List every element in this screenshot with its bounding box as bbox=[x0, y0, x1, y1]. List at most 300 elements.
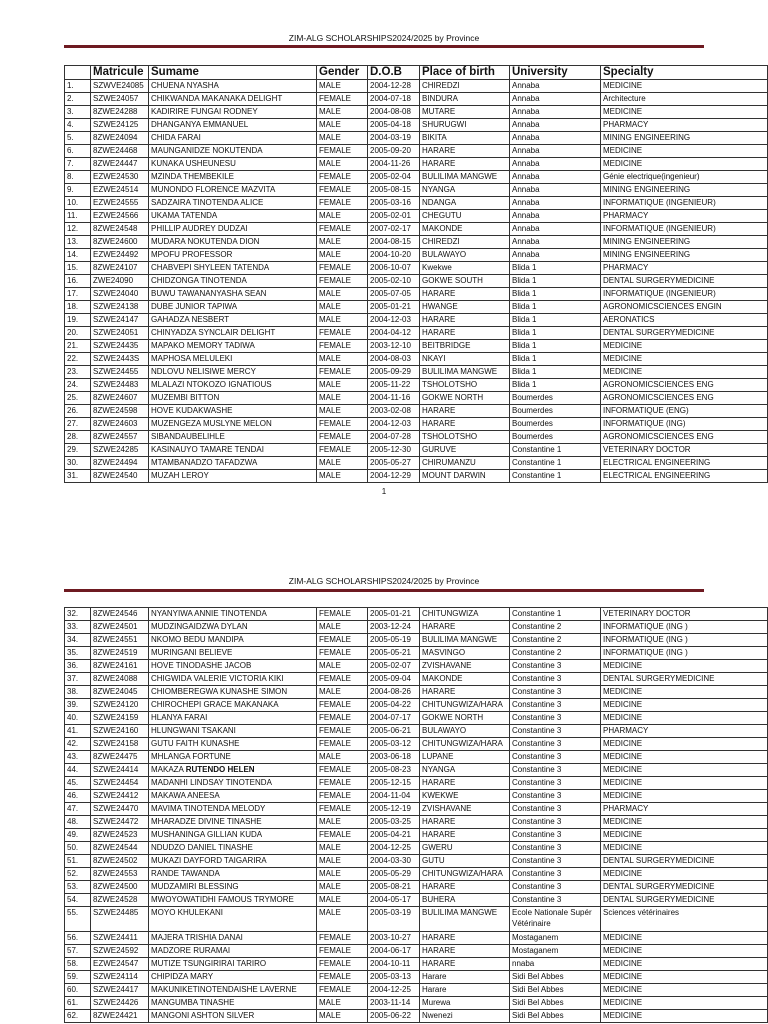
row-number: 26. bbox=[65, 405, 91, 418]
birthplace-cell: GOKWE NORTH bbox=[420, 712, 510, 725]
matricule-cell: SZWE24412 bbox=[91, 790, 149, 803]
gender-cell: FEMALE bbox=[317, 262, 368, 275]
gender-cell: FEMALE bbox=[317, 223, 368, 236]
birthplace-cell: BULAWAYO bbox=[420, 725, 510, 738]
specialty-cell: MEDICINE bbox=[601, 764, 768, 777]
row-number: 36. bbox=[65, 660, 91, 673]
name-cell: MUDARA NOKUTENDA DION bbox=[149, 236, 317, 249]
row-number: 27. bbox=[65, 418, 91, 431]
scholarship-table-page-2 bbox=[64, 607, 768, 1023]
row-number: 56. bbox=[65, 932, 91, 945]
matricule-cell: 8ZWE24045 bbox=[91, 686, 149, 699]
dob-cell: 2005-06-22 bbox=[368, 1010, 420, 1023]
specialty-cell: DENTAL SURGERYMEDICINE bbox=[601, 275, 768, 288]
gender-cell: FEMALE bbox=[317, 738, 368, 751]
gender-cell: FEMALE bbox=[317, 647, 368, 660]
birthplace-cell: Harare bbox=[420, 984, 510, 997]
birthplace-cell: MASVINGO bbox=[420, 647, 510, 660]
dob-cell: 2004-11-04 bbox=[368, 790, 420, 803]
gender-cell: FEMALE bbox=[317, 803, 368, 816]
birthplace-cell: HARARE bbox=[420, 405, 510, 418]
dob-cell: 2004-12-03 bbox=[368, 418, 420, 431]
specialty-cell: DENTAL SURGERYMEDICINE bbox=[601, 894, 768, 907]
birthplace-cell: BEITBRIDGE bbox=[420, 340, 510, 353]
dob-cell: 2005-12-19 bbox=[368, 803, 420, 816]
table-row bbox=[65, 790, 768, 803]
birthplace-cell: MAKONDE bbox=[420, 223, 510, 236]
matricule-cell: SZWE24455 bbox=[91, 366, 149, 379]
gender-cell: MALE bbox=[317, 379, 368, 392]
row-number: 25. bbox=[65, 392, 91, 405]
birthplace-cell: TSHOLOTSHO bbox=[420, 431, 510, 444]
table-row bbox=[65, 984, 768, 997]
dob-cell: 2005-01-21 bbox=[368, 608, 420, 621]
table-row bbox=[65, 958, 768, 971]
table-row bbox=[65, 777, 768, 790]
matricule-cell: SZWE24411 bbox=[91, 932, 149, 945]
table-row bbox=[65, 699, 768, 712]
table-row bbox=[65, 997, 768, 1010]
university-cell: Sidi Bel Abbes bbox=[510, 971, 601, 984]
matricule-cell: 8ZWE24288 bbox=[91, 106, 149, 119]
dob-cell: 2005-06-21 bbox=[368, 725, 420, 738]
row-number: 33. bbox=[65, 621, 91, 634]
birthplace-cell: HARARE bbox=[420, 829, 510, 842]
dob-cell: 2005-09-20 bbox=[368, 145, 420, 158]
specialty-cell: AGRONOMICSCIENCES ENG bbox=[601, 392, 768, 405]
university-cell: Annaba bbox=[510, 184, 601, 197]
specialty-cell: PHARMACY bbox=[601, 803, 768, 816]
birthplace-cell: BUHERA bbox=[420, 894, 510, 907]
matricule-cell: 8ZWE24161 bbox=[91, 660, 149, 673]
matricule-cell: SZWE24592 bbox=[91, 945, 149, 958]
matricule-cell: EZWE24492 bbox=[91, 249, 149, 262]
dob-cell: 2005-02-01 bbox=[368, 210, 420, 223]
university-cell: Constantine 3 bbox=[510, 816, 601, 829]
birthplace-cell: GURUVE bbox=[420, 444, 510, 457]
matricule-cell: 8ZWE24600 bbox=[91, 236, 149, 249]
gender-cell: FEMALE bbox=[317, 958, 368, 971]
university-cell: Constantine 3 bbox=[510, 738, 601, 751]
matricule-cell: 8ZWE24607 bbox=[91, 392, 149, 405]
specialty-cell: MEDICINE bbox=[601, 790, 768, 803]
name-cell: MHLANGA FORTUNE bbox=[149, 751, 317, 764]
birthplace-cell: HARARE bbox=[420, 327, 510, 340]
dob-cell: 2003-02-08 bbox=[368, 405, 420, 418]
matricule-cell: 8ZWE24088 bbox=[91, 673, 149, 686]
matricule-cell: EZWE24547 bbox=[91, 958, 149, 971]
row-number: 4. bbox=[65, 119, 91, 132]
gender-cell: FEMALE bbox=[317, 608, 368, 621]
name-cell: GAHADZA NESBERT bbox=[149, 314, 317, 327]
gender-cell: FEMALE bbox=[317, 184, 368, 197]
specialty-cell: MEDICINE bbox=[601, 868, 768, 881]
matricule-cell: SZWE24470 bbox=[91, 803, 149, 816]
matricule-cell: 8ZWE24540 bbox=[91, 470, 149, 483]
university-cell: Constantine 3 bbox=[510, 855, 601, 868]
specialty-cell: MEDICINE bbox=[601, 997, 768, 1010]
name-cell: NDUDZO DANIEL TINASHE bbox=[149, 842, 317, 855]
table-row bbox=[65, 340, 768, 353]
specialty-cell: MEDICINE bbox=[601, 971, 768, 984]
matricule-cell: SZWE24426 bbox=[91, 997, 149, 1010]
birthplace-cell: MOUNT DARWIN bbox=[420, 470, 510, 483]
name-cell: CHIROCHEPI GRACE MAKANAKA bbox=[149, 699, 317, 712]
dob-cell: 2003-12-24 bbox=[368, 621, 420, 634]
matricule-cell: 8ZWE24502 bbox=[91, 855, 149, 868]
table-row bbox=[65, 405, 768, 418]
gender-cell: FEMALE bbox=[317, 673, 368, 686]
birthplace-cell: CHIREDZI bbox=[420, 236, 510, 249]
name-cell: MLALAZI NTOKOZO IGNATIOUS bbox=[149, 379, 317, 392]
matricule-cell: 8ZWE24553 bbox=[91, 868, 149, 881]
university-cell: Mostaganem bbox=[510, 945, 601, 958]
matricule-cell: 8ZWE24421 bbox=[91, 1010, 149, 1023]
gender-cell: MALE bbox=[317, 249, 368, 262]
column-header: Gender bbox=[317, 66, 368, 80]
row-number: 18. bbox=[65, 301, 91, 314]
row-number: 24. bbox=[65, 379, 91, 392]
specialty-cell: MEDICINE bbox=[601, 660, 768, 673]
name-cell: MTAMBANADZO TAFADZWA bbox=[149, 457, 317, 470]
gender-cell: MALE bbox=[317, 751, 368, 764]
matricule-cell: SZWE24158 bbox=[91, 738, 149, 751]
birthplace-cell: LUPANE bbox=[420, 751, 510, 764]
row-number: 60. bbox=[65, 984, 91, 997]
name-cell: MANGONI ASHTON SILVER bbox=[149, 1010, 317, 1023]
university-cell: Constantine 3 bbox=[510, 842, 601, 855]
table-row bbox=[65, 842, 768, 855]
name-cell: MAKUNIKETINOTENDAISHE LAVERNE bbox=[149, 984, 317, 997]
specialty-cell: DENTAL SURGERYMEDICINE bbox=[601, 855, 768, 868]
matricule-cell: 8ZWE24528 bbox=[91, 894, 149, 907]
name-cell: CHINYADZA SYNCLAIR DELIGHT bbox=[149, 327, 317, 340]
document-title: ZIM-ALG SCHOLARSHIPS2024/2025 by Province bbox=[288, 576, 480, 586]
birthplace-cell: HARARE bbox=[420, 288, 510, 301]
university-cell: Annaba bbox=[510, 158, 601, 171]
gender-cell: MALE bbox=[317, 353, 368, 366]
matricule-cell: 8ZWE24519 bbox=[91, 647, 149, 660]
university-cell: Constantine 3 bbox=[510, 764, 601, 777]
column-header: University bbox=[510, 66, 601, 80]
name-cell: MAJERA TRISHIA DANAI bbox=[149, 932, 317, 945]
gender-cell: MALE bbox=[317, 1010, 368, 1023]
row-number: 29. bbox=[65, 444, 91, 457]
document-title: ZIM-ALG SCHOLARSHIPS2024/2025 by Province bbox=[288, 33, 480, 43]
birthplace-cell: HARARE bbox=[420, 145, 510, 158]
matricule-cell: ZWE24090 bbox=[91, 275, 149, 288]
specialty-cell: MINING ENGINEERING bbox=[601, 184, 768, 197]
table-row bbox=[65, 431, 768, 444]
university-cell: Constantine 3 bbox=[510, 660, 601, 673]
gender-cell: MALE bbox=[317, 80, 368, 93]
matricule-cell: 8ZWE24557 bbox=[91, 431, 149, 444]
specialty-cell: MEDICINE bbox=[601, 751, 768, 764]
dob-cell: 2004-07-28 bbox=[368, 431, 420, 444]
dob-cell: 2005-05-27 bbox=[368, 457, 420, 470]
row-number: 9. bbox=[65, 184, 91, 197]
table-body bbox=[65, 80, 768, 483]
matricule-cell: 8ZWE24548 bbox=[91, 223, 149, 236]
specialty-cell: MEDICINE bbox=[601, 366, 768, 379]
column-header: Specialty bbox=[601, 66, 768, 80]
gender-cell: FEMALE bbox=[317, 327, 368, 340]
university-cell: Boumerdes bbox=[510, 418, 601, 431]
name-cell: SIBANDAUBELIHLE bbox=[149, 431, 317, 444]
university-cell: Constantine 3 bbox=[510, 699, 601, 712]
name-cell: HOVE KUDAKWASHE bbox=[149, 405, 317, 418]
table-row bbox=[65, 288, 768, 301]
gender-cell: MALE bbox=[317, 106, 368, 119]
gender-cell: FEMALE bbox=[317, 984, 368, 997]
birthplace-cell: GWERU bbox=[420, 842, 510, 855]
table-row bbox=[65, 660, 768, 673]
gender-cell: FEMALE bbox=[317, 145, 368, 158]
row-number: 61. bbox=[65, 997, 91, 1010]
university-cell: Sidi Bel Abbes bbox=[510, 997, 601, 1010]
name-cell: MUZENGEZA MUSLYNE MELON bbox=[149, 418, 317, 431]
row-number: 50. bbox=[65, 842, 91, 855]
specialty-cell: AERONATICS bbox=[601, 314, 768, 327]
gender-cell: MALE bbox=[317, 621, 368, 634]
matricule-cell: EZWE24514 bbox=[91, 184, 149, 197]
university-cell: Constantine 3 bbox=[510, 790, 601, 803]
table-row bbox=[65, 1010, 768, 1023]
university-cell: Constantine 3 bbox=[510, 673, 601, 686]
university-cell: Constantine 1 bbox=[510, 470, 601, 483]
gender-cell: FEMALE bbox=[317, 699, 368, 712]
name-cell: CHABVEPI SHYLEEN TATENDA bbox=[149, 262, 317, 275]
birthplace-cell: HARARE bbox=[420, 314, 510, 327]
university-cell: Constantine 3 bbox=[510, 868, 601, 881]
name-cell: CHIDZONGA TINOTENDA bbox=[149, 275, 317, 288]
table-row bbox=[65, 236, 768, 249]
table-row bbox=[65, 673, 768, 686]
name-cell: KUNAKA USHEUNESU bbox=[149, 158, 317, 171]
university-cell: Annaba bbox=[510, 236, 601, 249]
row-number: 14. bbox=[65, 249, 91, 262]
table-row bbox=[65, 184, 768, 197]
row-number: 52. bbox=[65, 868, 91, 881]
birthplace-cell: GOKWE NORTH bbox=[420, 392, 510, 405]
table-row bbox=[65, 392, 768, 405]
birthplace-cell: MUTARE bbox=[420, 106, 510, 119]
matricule-cell: SZWE24051 bbox=[91, 327, 149, 340]
birthplace-cell: SHURUGWI bbox=[420, 119, 510, 132]
birthplace-cell: ZVISHAVANE bbox=[420, 803, 510, 816]
table-row bbox=[65, 171, 768, 184]
matricule-cell: SZWE24483 bbox=[91, 379, 149, 392]
row-number: 22. bbox=[65, 353, 91, 366]
specialty-cell: PHARMACY bbox=[601, 119, 768, 132]
gender-cell: FEMALE bbox=[317, 829, 368, 842]
gender-cell: MALE bbox=[317, 660, 368, 673]
dob-cell: 2005-02-07 bbox=[368, 660, 420, 673]
specialty-cell: INFORMATIQUE (ING ) bbox=[601, 621, 768, 634]
column-header bbox=[65, 66, 91, 80]
specialty-cell: MEDICINE bbox=[601, 984, 768, 997]
row-number: 34. bbox=[65, 634, 91, 647]
name-cell: MAVIMA TINOTENDA MELODY bbox=[149, 803, 317, 816]
name-cell: CHUENA NYASHA bbox=[149, 80, 317, 93]
table-row bbox=[65, 314, 768, 327]
table-row bbox=[65, 738, 768, 751]
dob-cell: 2004-07-17 bbox=[368, 712, 420, 725]
name-cell: MUDZAMIRI BLESSING bbox=[149, 881, 317, 894]
gender-cell: FEMALE bbox=[317, 366, 368, 379]
birthplace-cell: NYANGA bbox=[420, 764, 510, 777]
university-cell: Annaba bbox=[510, 223, 601, 236]
dob-cell: 2005-08-15 bbox=[368, 184, 420, 197]
row-number: 38. bbox=[65, 686, 91, 699]
matricule-cell: SZWE2443S bbox=[91, 353, 149, 366]
name-part: MAKAZA bbox=[151, 765, 186, 774]
dob-cell: 2003-12-10 bbox=[368, 340, 420, 353]
row-number: 1. bbox=[65, 80, 91, 93]
birthplace-cell: CHITUNGWIZA/HARA bbox=[420, 738, 510, 751]
name-cell bbox=[149, 764, 317, 777]
matricule-cell: 8ZWE24598 bbox=[91, 405, 149, 418]
table-row bbox=[65, 366, 768, 379]
name-cell: BUWU TAWANANYASHA SEAN bbox=[149, 288, 317, 301]
dob-cell: 2005-05-19 bbox=[368, 634, 420, 647]
dob-cell: 2004-12-29 bbox=[368, 470, 420, 483]
specialty-cell: INFORMATIQUE (ING ) bbox=[601, 647, 768, 660]
dob-cell: 2005-12-30 bbox=[368, 444, 420, 457]
name-part-bold: RUTENDO HELEN bbox=[185, 765, 255, 774]
row-number: 21. bbox=[65, 340, 91, 353]
university-cell: Blida 1 bbox=[510, 366, 601, 379]
matricule-cell: SZWE24454 bbox=[91, 777, 149, 790]
birthplace-cell: CHIREDZI bbox=[420, 80, 510, 93]
matricule-cell: 8ZWE24551 bbox=[91, 634, 149, 647]
table-row bbox=[65, 868, 768, 881]
dob-cell: 2004-06-17 bbox=[368, 945, 420, 958]
specialty-cell: INFORMATIQUE (INGENIEUR) bbox=[601, 223, 768, 236]
table-row bbox=[65, 608, 768, 621]
matricule-cell: 8ZWE24603 bbox=[91, 418, 149, 431]
matricule-cell: SZWE24147 bbox=[91, 314, 149, 327]
gender-cell: MALE bbox=[317, 392, 368, 405]
row-number: 55. bbox=[65, 907, 91, 932]
table-row bbox=[65, 712, 768, 725]
gender-cell: MALE bbox=[317, 301, 368, 314]
table-row bbox=[65, 634, 768, 647]
table-row bbox=[65, 197, 768, 210]
specialty-cell: DENTAL SURGERYMEDICINE bbox=[601, 327, 768, 340]
gender-cell: FEMALE bbox=[317, 790, 368, 803]
name-cell: HOVE TINODASHE JACOB bbox=[149, 660, 317, 673]
university-cell: Blida 1 bbox=[510, 288, 601, 301]
dob-cell: 2004-08-15 bbox=[368, 236, 420, 249]
specialty-cell: MEDICINE bbox=[601, 145, 768, 158]
birthplace-cell: NDANGA bbox=[420, 197, 510, 210]
birthplace-cell: GUTU bbox=[420, 855, 510, 868]
birthplace-cell: GOKWE SOUTH bbox=[420, 275, 510, 288]
name-cell: MUNONDO FLORENCE MAZVITA bbox=[149, 184, 317, 197]
birthplace-cell: TSHOLOTSHO bbox=[420, 379, 510, 392]
column-header: Place of birth bbox=[420, 66, 510, 80]
table-row bbox=[65, 855, 768, 868]
name-cell: DHANGANYA EMMANUEL bbox=[149, 119, 317, 132]
specialty-cell: INFORMATIQUE (INGENIEUR) bbox=[601, 288, 768, 301]
specialty-cell: MEDICINE bbox=[601, 816, 768, 829]
name-cell: PHILLIP AUDREY DUDZAI bbox=[149, 223, 317, 236]
matricule-cell: SZWE24125 bbox=[91, 119, 149, 132]
table-row bbox=[65, 301, 768, 314]
table-row bbox=[65, 444, 768, 457]
gender-cell: MALE bbox=[317, 457, 368, 470]
row-number: 31. bbox=[65, 470, 91, 483]
title-rule bbox=[64, 589, 704, 592]
university-cell: Constantine 3 bbox=[510, 881, 601, 894]
name-cell: MAPAKO MEMORY TADIWA bbox=[149, 340, 317, 353]
row-number: 30. bbox=[65, 457, 91, 470]
table-row bbox=[65, 275, 768, 288]
gender-cell: MALE bbox=[317, 314, 368, 327]
name-cell: MZINDA THEMBEKILE bbox=[149, 171, 317, 184]
gender-cell: MALE bbox=[317, 158, 368, 171]
table-row bbox=[65, 932, 768, 945]
dob-cell: 2005-11-22 bbox=[368, 379, 420, 392]
birthplace-cell: BINDURA bbox=[420, 93, 510, 106]
dob-cell: 2005-04-22 bbox=[368, 699, 420, 712]
row-number: 48. bbox=[65, 816, 91, 829]
name-cell: MUSHANINGA GILLIAN KUDA bbox=[149, 829, 317, 842]
row-number: 10. bbox=[65, 197, 91, 210]
specialty-cell: MEDICINE bbox=[601, 712, 768, 725]
university-cell: Constantine 1 bbox=[510, 444, 601, 457]
university-cell: Annaba bbox=[510, 119, 601, 132]
university-cell: Blida 1 bbox=[510, 379, 601, 392]
table-row bbox=[65, 686, 768, 699]
table-row bbox=[65, 249, 768, 262]
birthplace-cell: HARARE bbox=[420, 418, 510, 431]
dob-cell: 2004-08-03 bbox=[368, 353, 420, 366]
university-cell: Blida 1 bbox=[510, 340, 601, 353]
table-row bbox=[65, 132, 768, 145]
table-body bbox=[65, 608, 768, 1023]
matricule-cell: SZWE24472 bbox=[91, 816, 149, 829]
dob-cell: 2005-04-18 bbox=[368, 119, 420, 132]
dob-cell: 2005-04-21 bbox=[368, 829, 420, 842]
dob-cell: 2004-03-19 bbox=[368, 132, 420, 145]
birthplace-cell: BULAWAYO bbox=[420, 249, 510, 262]
matricule-cell: SZWE24417 bbox=[91, 984, 149, 997]
table-row bbox=[65, 945, 768, 958]
birthplace-cell: Nwenezi bbox=[420, 1010, 510, 1023]
name-cell: KADIRIRE FUNGAI RODNEY bbox=[149, 106, 317, 119]
name-cell: RANDE TAWANDA bbox=[149, 868, 317, 881]
row-number: 35. bbox=[65, 647, 91, 660]
gender-cell: FEMALE bbox=[317, 945, 368, 958]
dob-cell: 2003-10-27 bbox=[368, 932, 420, 945]
gender-cell: FEMALE bbox=[317, 197, 368, 210]
name-cell: MAUNGANIDZE NOKUTENDA bbox=[149, 145, 317, 158]
specialty-cell: MEDICINE bbox=[601, 777, 768, 790]
name-cell: MANGUMBA TINASHE bbox=[149, 997, 317, 1010]
gender-cell: MALE bbox=[317, 881, 368, 894]
matricule-cell: SZWE24138 bbox=[91, 301, 149, 314]
specialty-cell: VETERINARY DOCTOR bbox=[601, 608, 768, 621]
matricule-cell: SZWE24285 bbox=[91, 444, 149, 457]
row-number: 28. bbox=[65, 431, 91, 444]
name-cell: MPOFU PROFESSOR bbox=[149, 249, 317, 262]
table-row bbox=[65, 751, 768, 764]
matricule-cell: 8ZWE24501 bbox=[91, 621, 149, 634]
matricule-cell: EZWE24566 bbox=[91, 210, 149, 223]
table-row bbox=[65, 470, 768, 483]
